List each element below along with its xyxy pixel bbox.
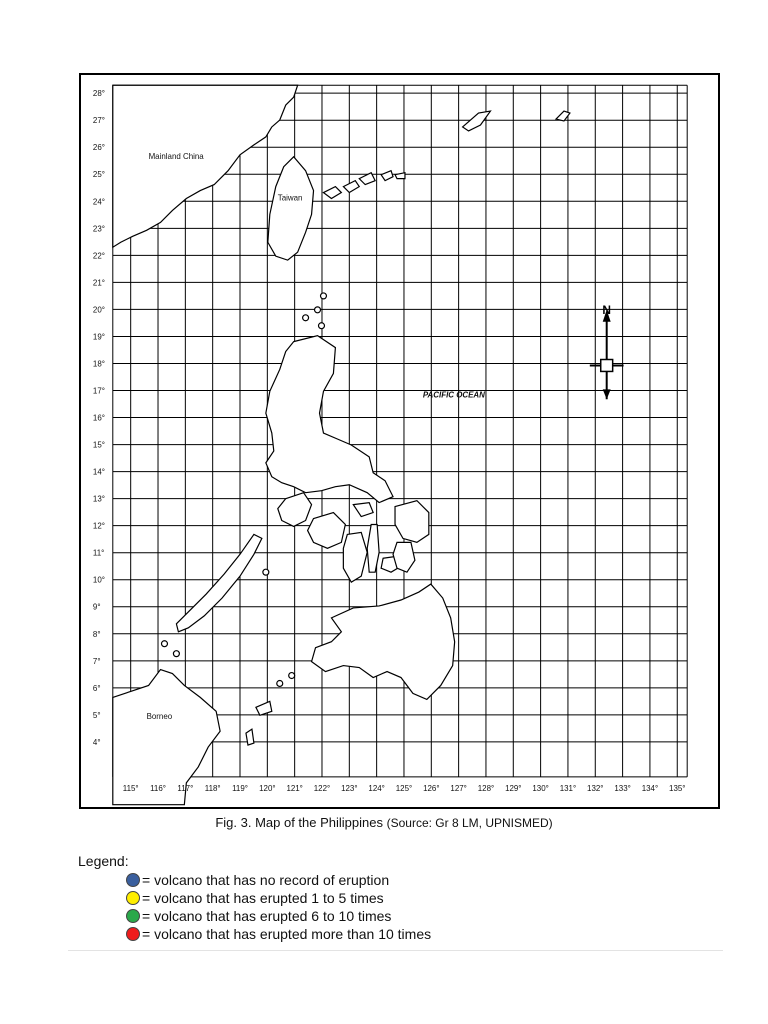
palawan-landmass (176, 534, 261, 631)
longitude-label: 126° (423, 783, 440, 793)
legend-item-label: = volcano that has erupted 6 to 10 times (142, 908, 392, 924)
yellow-dot-icon (126, 891, 140, 905)
legend-item-1-to-5 (126, 889, 431, 907)
taiwan-landmass (268, 157, 314, 260)
longitude-label: 131° (559, 783, 577, 793)
latitude-label: 6° (92, 683, 101, 693)
latitude-label: 15° (92, 440, 105, 450)
legend-item-label: = volcano that has no record of eruption (142, 872, 390, 888)
latitude-label: 12° (92, 521, 105, 531)
longitude-label: 132° (587, 783, 604, 793)
legend-item-label: = volcano that has erupted 1 to 5 times (142, 890, 384, 906)
longitude-labels (123, 784, 686, 793)
pacific-ocean-label: PACIFIC OCEAN (422, 390, 485, 400)
longitude-label: 128° (477, 783, 495, 793)
longitude-label: 134° (641, 783, 659, 793)
legend-item-more-than-10 (126, 925, 431, 943)
ryukyu-island (381, 171, 393, 181)
palawan-island (173, 651, 179, 657)
longitude-label: 124° (368, 783, 385, 793)
longitude-label: 117° (177, 783, 194, 793)
divider (68, 950, 723, 951)
borneo-label: Borneo (146, 712, 173, 722)
legend-item-label: = volcano that has erupted more than 10 times (142, 926, 432, 942)
longitude-label: 116° (150, 783, 166, 793)
latitude-label: 27° (92, 116, 105, 126)
mainland-china-label: Mainland China (148, 151, 204, 161)
figure-caption (0, 815, 768, 830)
latitude-label: 21° (92, 278, 105, 288)
sulu-island (277, 680, 283, 686)
figure-title: Fig. 3. Map of the Philippines (215, 815, 383, 830)
red-dot-icon (126, 927, 140, 941)
map-canvas (81, 75, 718, 807)
latitude-label: 7° (92, 656, 101, 666)
figure-source: (Source: Gr 8 LM, UPNISMED) (386, 816, 553, 830)
latitude-label: 20° (92, 305, 105, 315)
taiwan-label: Taiwan (277, 193, 303, 203)
latitude-label: 28° (92, 89, 105, 99)
latitude-label: 19° (92, 332, 105, 342)
latitude-label: 10° (92, 575, 105, 585)
latitude-label: 11° (92, 548, 105, 558)
latitude-label: 13° (92, 494, 105, 504)
longitude-label: 121° (286, 783, 303, 793)
longitude-label: 122° (313, 783, 331, 793)
latitude-label: 5° (92, 710, 101, 720)
north-label: N (602, 302, 612, 317)
latitude-label: 9° (92, 602, 101, 612)
masbate-landmass (353, 503, 373, 517)
mindoro-landmass (278, 493, 312, 527)
latitude-label: 18° (92, 359, 105, 369)
latitude-label: 23° (92, 224, 105, 234)
negros-landmass (343, 532, 367, 582)
philippines-map (79, 73, 720, 809)
legend-title: Legend: (78, 853, 129, 869)
longitude-label: 133° (614, 783, 631, 793)
babuyan-island (303, 315, 309, 321)
longitude-label: 115° (122, 783, 139, 793)
babuyan-island (319, 323, 325, 329)
latitude-label: 24° (92, 197, 105, 207)
latitude-label: 22° (92, 251, 105, 261)
palawan-island (161, 641, 167, 647)
longitude-label: 129° (505, 783, 522, 793)
latitude-labels (93, 89, 105, 747)
longitude-label: 123° (341, 783, 358, 793)
latitude-label: 4° (92, 737, 101, 747)
luzon-landmass (266, 336, 393, 503)
latitude-label: 16° (92, 413, 105, 423)
cebu-landmass (367, 524, 379, 572)
panay-landmass (308, 513, 346, 549)
sulu-island (256, 701, 272, 715)
legend-item-no-record (126, 871, 431, 889)
batanes-island (320, 293, 326, 299)
cuyo-island (263, 569, 269, 575)
ryukyu-island (323, 187, 341, 199)
legend (78, 853, 431, 943)
borneo-island (246, 729, 254, 745)
latitude-label: 26° (92, 143, 105, 153)
leyte-landmass (393, 542, 415, 572)
longitude-label: 118° (204, 783, 221, 793)
green-dot-icon (126, 909, 140, 923)
latitude-label: 17° (92, 386, 105, 396)
longitude-label: 135° (669, 783, 686, 793)
batanes-island (315, 307, 321, 313)
latitude-label: 14° (92, 467, 105, 477)
samar-landmass (395, 501, 429, 543)
longitude-label: 119° (232, 783, 248, 793)
ryukyu-island (343, 181, 359, 193)
ryukyu-island (395, 173, 405, 179)
sulu-island (289, 673, 295, 679)
longitude-label: 127° (450, 783, 467, 793)
latitude-label: 25° (92, 170, 105, 180)
longitude-label: 120° (259, 783, 276, 793)
blue-dot-icon (126, 873, 140, 887)
latitude-label: 8° (92, 629, 101, 639)
legend-item-6-to-10 (126, 907, 431, 925)
mindanao-landmass (312, 584, 455, 699)
longitude-label: 125° (395, 783, 413, 793)
longitude-label: 130° (532, 783, 549, 793)
